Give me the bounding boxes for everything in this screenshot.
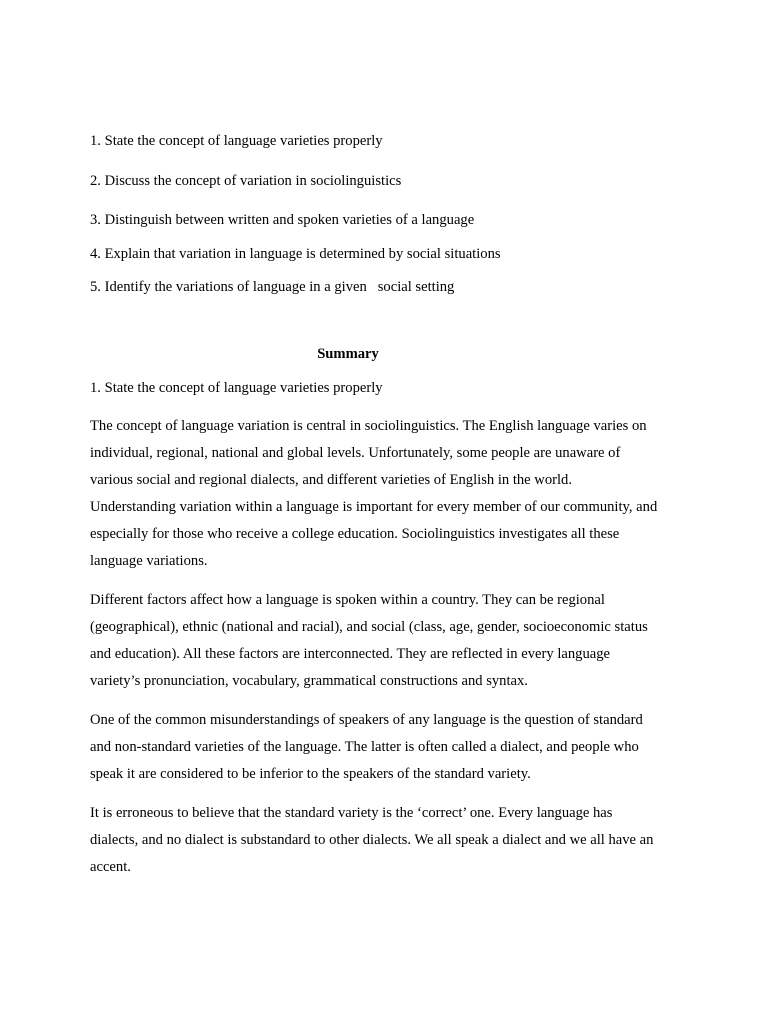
objective-3: 3. Distinguish between written and spoken varieties of a language (90, 212, 475, 228)
paragraph-line: language variations. (90, 553, 208, 569)
paragraph-line: One of the common misunderstandings of speakers of any language is the question of standard (90, 712, 643, 728)
paragraph-line: especially for those who receive a college education. Sociolinguistics investigates all these (90, 526, 620, 542)
paragraph-line: The concept of language variation is central in sociolinguistics. The English language varies on (90, 418, 647, 434)
paragraph-line: (geographical), ethnic (national and racial), and social (class, age, gender, socioeconomic status (90, 619, 648, 635)
paragraph-line: and non-standard varieties of the language. The latter is often called a dialect, and people who (90, 739, 639, 755)
summary-subheading: 1. State the concept of language varieties properly (90, 380, 383, 396)
paragraph-line: dialects, and no dialect is substandard to other dialects. We all speak a dialect and we all have an (90, 832, 654, 848)
summary-heading: Summary (317, 346, 379, 362)
objective-1: 1. State the concept of language varieties properly (90, 133, 383, 149)
summary-paragraph-2 (90, 587, 690, 695)
summary-paragraph-4 (90, 800, 690, 881)
summary-paragraph-1 (90, 413, 690, 575)
paragraph-line: Different factors affect how a language is spoken within a country. They can be regional (90, 592, 605, 608)
paragraph-line: speak it are considered to be inferior to the speakers of the standard variety. (90, 766, 531, 782)
paragraph-line: It is erroneous to believe that the standard variety is the ‘correct’ one. Every language has (90, 805, 613, 821)
paragraph-line: variety’s pronunciation, vocabulary, grammatical constructions and syntax. (90, 673, 528, 689)
paragraph-line: Understanding variation within a language is important for every member of our community, and (90, 499, 658, 515)
paragraph-line: accent. (90, 859, 131, 875)
objective-5: 5. Identify the variations of language in a given social setting (90, 279, 455, 295)
paragraph-line: various social and regional dialects, and different varieties of English in the world. (90, 472, 572, 488)
paragraph-line: individual, regional, national and global levels. Unfortunately, some people are unaware of (90, 445, 621, 461)
summary-paragraph-3 (90, 707, 690, 788)
objective-2: 2. Discuss the concept of variation in sociolinguistics (90, 173, 402, 189)
objective-4: 4. Explain that variation in language is determined by social situations (90, 246, 501, 262)
paragraph-line: and education). All these factors are interconnected. They are reflected in every language (90, 646, 610, 662)
